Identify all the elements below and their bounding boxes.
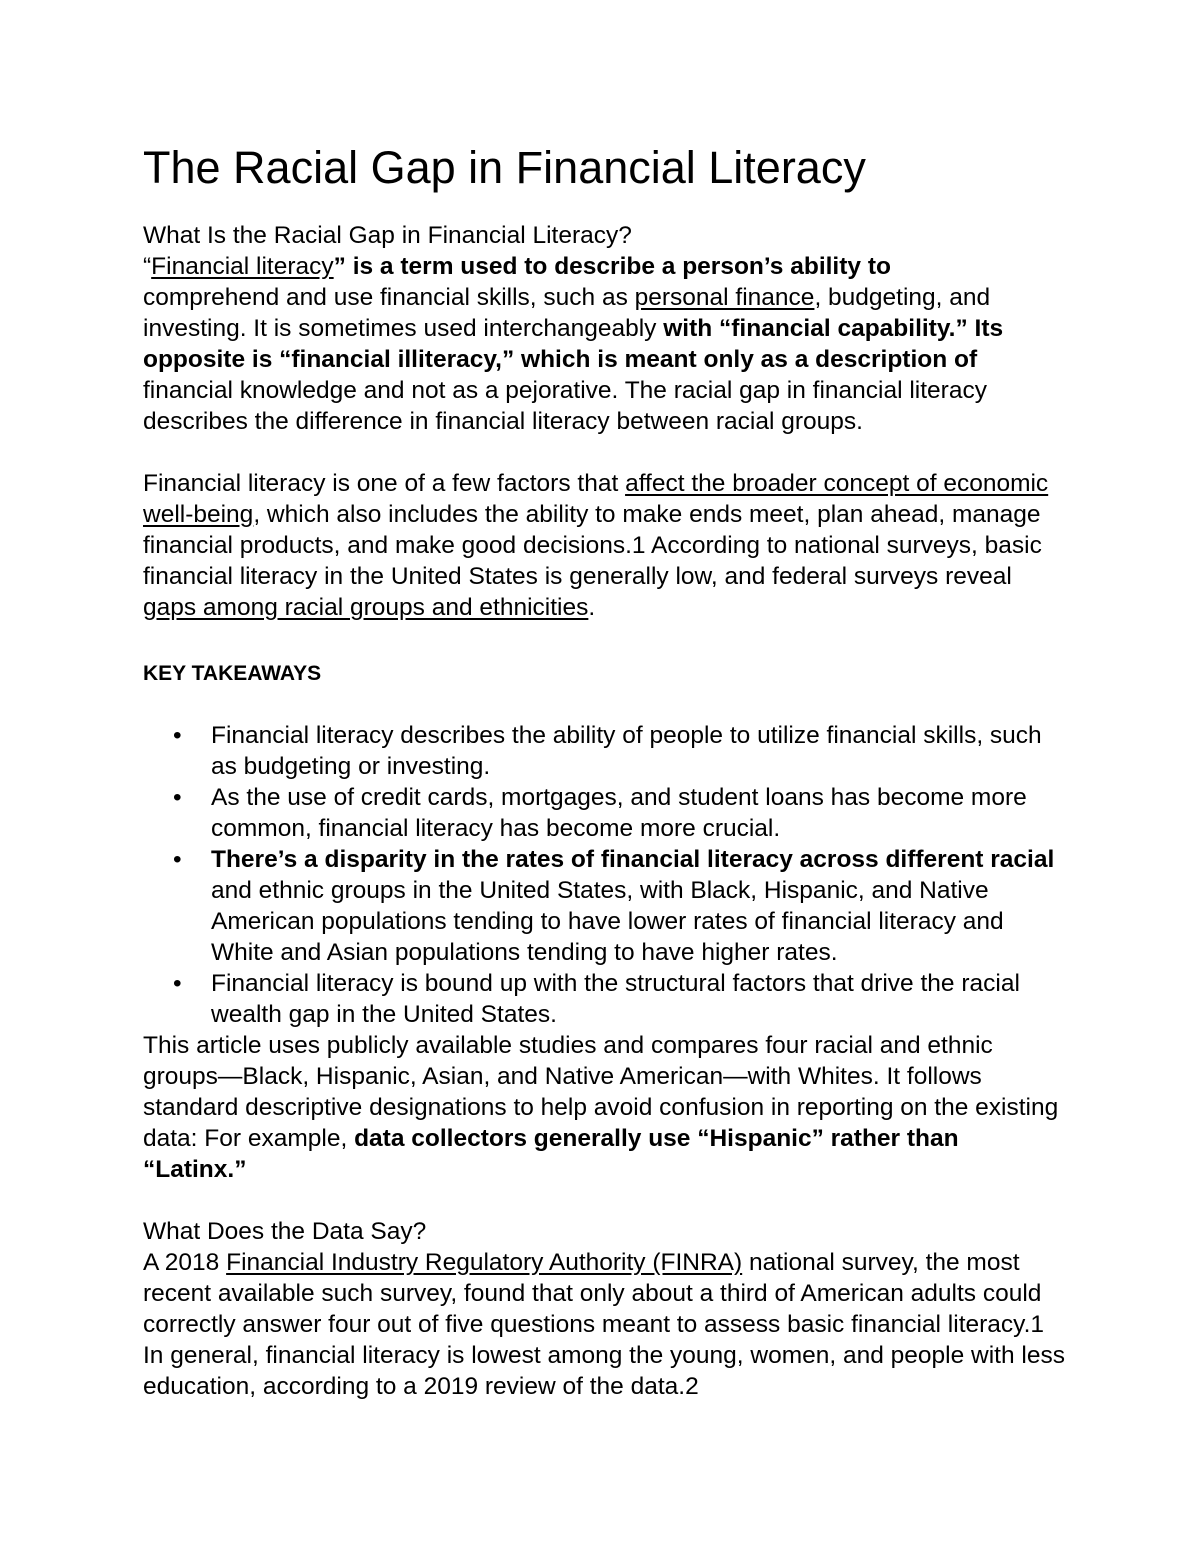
- document-page: [143, 138, 1068, 1402]
- section-heading-what-is: What Is the Racial Gap in Financial Literacy?: [143, 222, 632, 249]
- intro-paragraph-1: [143, 251, 1068, 437]
- takeaway-item: • As the use of credit cards, mortgages, and student loans has become more common, financial literacy has become more crucial.: [173, 784, 1027, 842]
- quote-open: “: [143, 253, 152, 280]
- link-finra[interactable]: Financial Industry Regulatory Authority (FINRA): [226, 1249, 743, 1276]
- link-personal-finance[interactable]: personal finance: [634, 284, 815, 311]
- intro-text-c: , budgeting, and investing. It is sometimes used interchangeably: [143, 284, 991, 342]
- bullet-icon: •: [173, 846, 182, 873]
- takeaway-item: • Financial literacy is bound up with the structural factors that drive the racial wealth gap in the United States.: [173, 970, 1020, 1028]
- article-methodology-paragraph: This article uses publicly available studies and compares four racial and ethnic groups—Black, Hispanic, Asian, and Native American—with Whites. It follows standard descriptive designations to help avoid confusion in reporting on the existing data: For example, data collectors generally use “Hispanic” rather than “Latinx.”: [143, 1032, 1059, 1183]
- p2-text-a: Financial literacy is one of a few factors that: [143, 470, 626, 497]
- takeaway-item: • There’s a disparity in the rates of financial literacy across different racial and ethnic groups in the United States, with Black, Hispanic, and Native American populations tending to have lower rates of financial literacy and White and Asian populations tending to have higher rates.: [173, 846, 1055, 966]
- document-title: The Racial Gap in Financial Literacy: [143, 142, 866, 193]
- intro-text-b: comprehend and use financial skills, such as: [143, 284, 635, 311]
- definition-bold-text: ” is a term used to describe a person’s ability to: [333, 253, 891, 280]
- intro-bold-d: with “financial capability.” Its opposite is “financial illiteracy,” which is meant only as a description of: [143, 315, 1004, 373]
- document-body: [143, 220, 1068, 1402]
- intro-paragraph-2: [143, 468, 1068, 623]
- takeaway-item: • Financial literacy describes the ability of people to utilize financial skills, such as budgeting or investing.: [173, 722, 1042, 780]
- key-takeaways-list: [143, 720, 1068, 1030]
- link-racial-gaps[interactable]: gaps among racial groups and ethnicities: [143, 594, 589, 621]
- section-heading-data: What Does the Data Say?: [143, 1218, 427, 1245]
- p2-text-b: , which also includes the ability to make ends meet, plan ahead, manage financial products, and make good decisions.1 According to national surveys, basic financial literacy in the United States is generally low, and federal surveys reveal: [143, 501, 1042, 590]
- bullet-icon: •: [173, 722, 182, 749]
- bullet-icon: •: [173, 784, 182, 811]
- intro-text-e: financial knowledge and not as a pejorative. The racial gap in financial literacy describes the difference in financial literacy between racial groups.: [143, 377, 987, 435]
- link-financial-literacy[interactable]: Financial literacy: [151, 253, 334, 280]
- key-takeaways-heading: KEY TAKEAWAYS: [143, 662, 322, 685]
- p2-text-c: .: [588, 594, 596, 621]
- data-paragraph: A 2018 Financial Industry Regulatory Authority (FINRA) national survey, the most recent available such survey, found that only about a third of American adults could correctly answer four out of five questions meant to assess basic financial literacy.1 In general, financial literacy is lowest among the young, women, and people with less education, according to a 2019 review of the data.2: [143, 1249, 1065, 1400]
- bullet-icon: •: [173, 970, 182, 997]
- methodology-bold-text: data collectors generally use “Hispanic” rather than “Latinx.”: [143, 1125, 959, 1183]
- link-economic-well-being[interactable]: affect the broader concept of economic well-being: [143, 470, 1049, 528]
